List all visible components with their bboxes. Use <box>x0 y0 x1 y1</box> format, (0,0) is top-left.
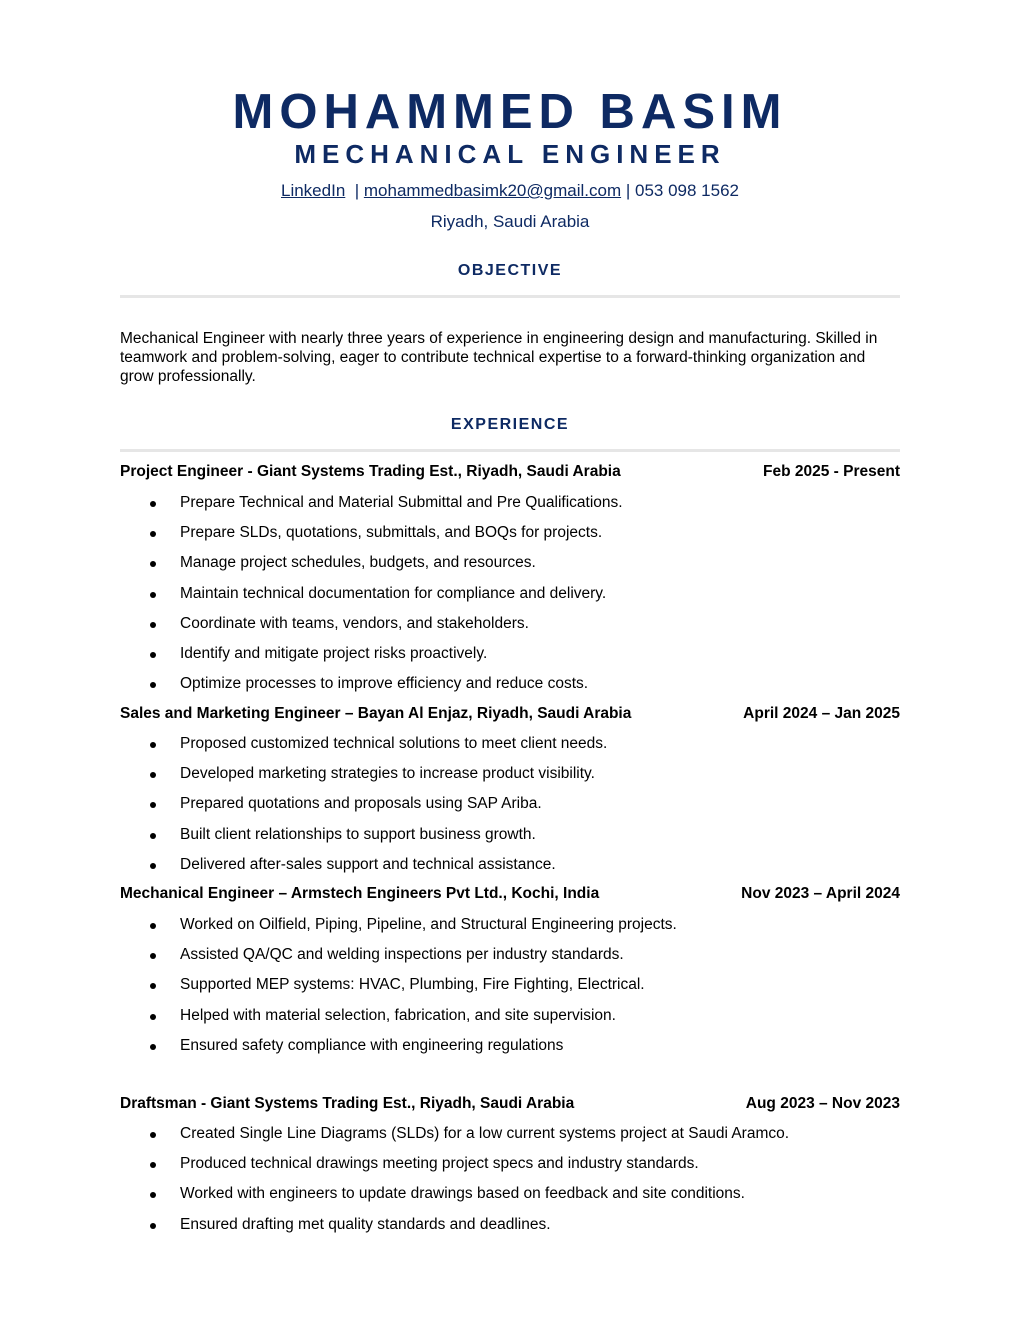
job-dates: Nov 2023 – April 2024 <box>741 885 900 902</box>
bullet-item <box>120 764 900 794</box>
job-bullets <box>120 915 900 1066</box>
bullet-icon <box>150 863 156 869</box>
bullet-icon <box>150 1044 156 1050</box>
job-dates: April 2024 – Jan 2025 <box>743 705 900 722</box>
job-header <box>120 884 900 904</box>
bullet-item <box>120 945 900 975</box>
job-dates: Aug 2023 – Nov 2023 <box>745 1095 900 1112</box>
candidate-title: MECHANICAL ENGINEER <box>294 139 726 169</box>
candidate-name: MOHAMMED BASIM <box>232 85 788 139</box>
bullet-icon <box>150 1192 156 1198</box>
bullet-text: Prepare SLDs, quotations, submittals, and BOQs for projects. <box>180 524 603 542</box>
bullet-text: Ensured drafting met quality standards and deadlines. <box>180 1215 551 1233</box>
bullet-text: Manage project schedules, budgets, and resources. <box>180 554 536 572</box>
bullet-icon <box>150 742 156 748</box>
job-header <box>120 1094 900 1114</box>
bullet-icon <box>150 561 156 567</box>
bullet-icon <box>150 501 156 507</box>
bullet-icon <box>150 622 156 628</box>
bullet-text: Built client relationships to support business growth. <box>180 825 536 843</box>
bullet-text: Coordinate with teams, vendors, and stakeholders. <box>180 614 529 632</box>
linkedin-link[interactable]: LinkedIn <box>281 181 346 200</box>
objective-text: Mechanical Engineer with nearly three years of experience in engineering design and manufacturing. Skilled in teamwork and problem-solving, eager to contribute technical expertise to a forward-thinking organization and grow professionally. <box>120 330 878 385</box>
bullet-text: Prepare Technical and Material Submittal and Pre Qualifications. <box>180 494 623 511</box>
experience-divider <box>120 449 900 452</box>
job-title: Mechanical Engineer – Armstech Engineers Pvt Ltd., Kochi, India <box>120 885 600 902</box>
job-bullets <box>120 1124 900 1245</box>
bullet-item <box>120 1215 900 1245</box>
objective-heading: OBJECTIVE <box>457 262 563 279</box>
bullet-item <box>120 1036 900 1066</box>
bullet-icon <box>150 1132 156 1138</box>
location: Riyadh, Saudi Arabia <box>430 212 590 231</box>
bullet-icon <box>150 592 156 598</box>
bullet-text: Supported MEP systems: HVAC, Plumbing, Fire Fighting, Electrical. <box>180 976 645 994</box>
contact-separator: | <box>621 181 635 200</box>
bullet-text: Proposed customized technical solutions to meet client needs. <box>180 735 608 752</box>
bullet-icon <box>150 531 156 537</box>
bullet-item <box>120 855 900 885</box>
bullet-item <box>120 523 900 553</box>
job-bullets <box>120 734 900 885</box>
bullet-item <box>120 1184 900 1214</box>
job-dates: Feb 2025 - Present <box>763 463 900 480</box>
phone-number: 053 098 1562 <box>634 181 739 200</box>
bullet-icon <box>150 1223 156 1229</box>
bullet-item <box>120 915 900 945</box>
bullet-icon <box>150 983 156 989</box>
bullet-text: Assisted QA/QC and welding inspections per industry standards. <box>180 946 624 964</box>
email-link[interactable]: mohammedbasimk20@gmail.com <box>363 181 622 200</box>
bullet-text: Delivered after-sales support and technical assistance. <box>180 855 556 873</box>
bullet-text: Ensured safety compliance with engineering regulations <box>180 1036 564 1054</box>
bullet-text: Worked with engineers to update drawings based on feedback and site conditions. <box>180 1185 745 1203</box>
bullet-icon <box>150 802 156 808</box>
bullet-text: Identify and mitigate project risks proactively. <box>180 644 488 662</box>
job-title: Project Engineer - Giant Systems Trading Est., Riyadh, Saudi Arabia <box>120 463 621 480</box>
bullet-item <box>120 553 900 583</box>
bullet-text: Prepared quotations and proposals using SAP Ariba. <box>180 795 542 813</box>
bullet-icon <box>150 953 156 959</box>
bullet-item <box>120 794 900 824</box>
bullet-item <box>120 975 900 1005</box>
bullet-icon <box>150 682 156 688</box>
objective-divider <box>120 295 900 298</box>
bullet-text: Developed marketing strategies to increase product visibility. <box>180 765 595 783</box>
bullet-icon <box>150 1162 156 1168</box>
bullet-item <box>120 734 900 764</box>
bullet-item <box>120 674 900 704</box>
bullet-item <box>120 1006 900 1036</box>
job-header <box>120 704 900 724</box>
experience-heading: EXPERIENCE <box>450 416 570 433</box>
bullet-item <box>120 644 900 674</box>
bullet-icon <box>150 1014 156 1020</box>
bullet-text: Produced technical drawings meeting project specs and industry standards. <box>180 1155 699 1173</box>
bullet-text: Helped with material selection, fabrication, and site supervision. <box>180 1006 616 1024</box>
job-bullets <box>120 493 900 704</box>
bullet-text: Worked on Oilfield, Piping, Pipeline, and Structural Engineering projects. <box>180 916 677 933</box>
job-title: Draftsman - Giant Systems Trading Est., Riyadh, Saudi Arabia <box>120 1095 575 1112</box>
job-header <box>120 462 900 482</box>
bullet-item <box>120 584 900 614</box>
bullet-text: Maintain technical documentation for compliance and delivery. <box>180 584 607 602</box>
bullet-text: Optimize processes to improve efficiency and reduce costs. <box>180 675 589 693</box>
bullet-icon <box>150 923 156 929</box>
bullet-item <box>120 493 900 523</box>
bullet-item <box>120 825 900 855</box>
bullet-icon <box>150 833 156 839</box>
bullet-icon <box>150 772 156 778</box>
job-title: Sales and Marketing Engineer – Bayan Al Enjaz, Riyadh, Saudi Arabia <box>120 705 632 722</box>
contact-line <box>120 180 900 202</box>
bullet-item <box>120 614 900 644</box>
bullet-text: Created Single Line Diagrams (SLDs) for a low current systems project at Saudi Aramco. <box>180 1125 790 1142</box>
bullet-item <box>120 1154 900 1184</box>
bullet-item <box>120 1124 900 1154</box>
contact-separator: | <box>345 181 364 200</box>
bullet-icon <box>150 652 156 658</box>
